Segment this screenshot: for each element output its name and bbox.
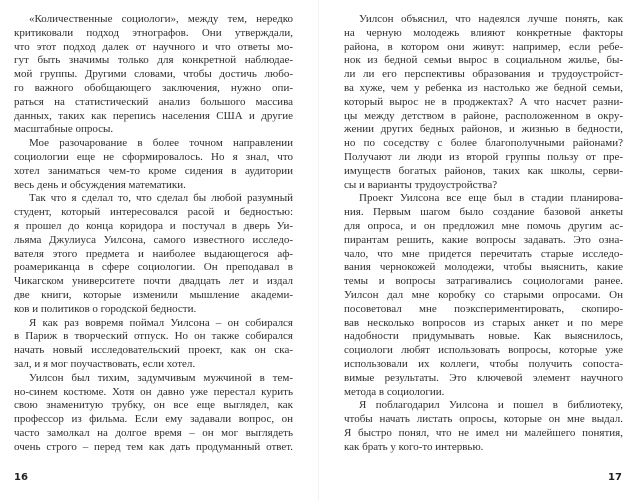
text-line: района, в котором они живут: например, если ребе- (344, 40, 623, 53)
text-line: использовали их коллеги, чтобы получить сопоста- (344, 357, 623, 370)
text-line: часто замолкал на долгое время – он мог выглядеть (14, 426, 293, 439)
text-line: в Париж в творческий отпуск. Но он также собирался (14, 330, 293, 343)
paragraph (14, 317, 293, 372)
text-line: Уилсон был тихим, задумчивым мужчиной в тем- (29, 371, 293, 384)
text-line: две книги, которые изменили мышление академи- (14, 288, 293, 301)
text-line: студент, который интересовался расой и бедностью: (14, 206, 293, 219)
text-line: как брать у кого-то интервью. (344, 440, 484, 453)
paragraph (344, 192, 623, 399)
text-line: темы и вопросы затрагивались социологами ранее. (344, 275, 623, 288)
text-line: хотел заниматься чем-то кроме сидения в аудитории (14, 164, 293, 177)
paragraph (344, 399, 623, 454)
text-line: который вырос не в проджектах? А что насчет разни- (344, 95, 623, 108)
text-line: ния. Первым шагом было создание базовой анкеты (344, 206, 623, 219)
text-line: «Количественные социологи», между тем, нередко (29, 13, 293, 25)
text-line: льяма Джулиуса Уилсона, самого известного исследо- (14, 233, 293, 246)
text-line: посоветовал мне поэкспериментировать, скопиро- (344, 302, 623, 315)
text-line: но по соседству с более благополучными районами? (344, 137, 623, 150)
text-line: гут быть значимы только для конкретной наблюдае- (14, 54, 293, 67)
text-line: данных, таких как перепись населения США и другие (14, 109, 293, 122)
text-line: социологии еще не сформировалось. Но я знал, что (14, 150, 293, 163)
text-line: цы между детством в районе, расположенном в окру- (344, 109, 623, 122)
text-line: зал, и я мог поучаствовать, если хотел. (14, 357, 196, 370)
text-line: Уилсон объяснил, что надеялся лучше понять, как (359, 13, 623, 25)
text-line: роамериканца в сфере социологии. Он преподавал в (14, 261, 293, 274)
text-line: социологи любят использовать вопросы, которые уже (344, 344, 623, 357)
text-line: Я как раз вовремя поймал Уилсона – он собирался (29, 316, 293, 329)
paragraph (14, 372, 293, 455)
right-page-text (344, 13, 623, 455)
text-line: вав несколько вопросов из старых анкет и по мере (344, 316, 623, 329)
paragraph (344, 13, 623, 192)
text-line: Я поблагодарил Уилсона и пошел в библиотеку, (359, 399, 623, 412)
text-line: Мое разочарование в более точном направлении (29, 137, 293, 150)
text-line: критиковали подход этнографов. Они утверждали, (14, 26, 293, 39)
text-line: на черную молодежь влияют конкретные факторы (344, 26, 623, 39)
text-line: сы и варианты трудоустройства? (344, 178, 498, 191)
text-line: Я быстро понял, что не имел ни малейшего понятия, (344, 426, 623, 439)
text-line: я прошел до конца коридора и постучал в дверь Уи- (14, 219, 293, 232)
text-line: что этот подход далек от научного и что ответы мо- (14, 40, 293, 53)
text-line: ва хуже, чем у ребенка из настолько же бедной семьи, (344, 81, 623, 94)
text-line: но-синем костюме. Хотя он давно уже перестал курить (14, 385, 293, 398)
paragraph (14, 13, 293, 137)
text-line: чтобы начать листать опросы, которые он мне выдал. (344, 413, 623, 426)
text-line: раться на статистический анализ большого массива (14, 95, 293, 108)
text-line: Проект Уилсона все еще был в стадии планирова- (359, 192, 623, 205)
left-page-text (14, 13, 293, 455)
text-line: метода в социологии. (344, 385, 445, 398)
left-page-number: 16 (14, 472, 28, 483)
text-line: весь день и обсуждения математики. (14, 178, 186, 191)
text-line: свою знаменитую трубку, он все еще выглядел, как (14, 399, 293, 412)
text-line: вимые результаты. Это ключевой элемент научного (344, 371, 623, 384)
paragraph (14, 192, 293, 316)
text-line: очень строго – перед тем как дать продуманный ответ. (14, 440, 293, 453)
text-line: ков и политиков о городской бедности. (14, 302, 197, 315)
text-line: вания чернокожей молодежи, чтобы выяснить, какие (344, 261, 623, 274)
text-line: профессор из фильма. Если ему задавали вопрос, он (14, 413, 293, 426)
text-line: Так что я сделал то, что сделал бы любой разумный (29, 192, 293, 205)
text-line: масштабные опросы. (14, 123, 114, 136)
text-line: Чикагском университете почти двадцать лет и издал (14, 275, 293, 288)
text-line: Получают ли люди из второй группы пользу от пре- (344, 150, 623, 163)
text-line: надобности придумывать новые. Как выяснилось, (344, 330, 623, 343)
text-line: ли ли его перспективы образования и трудоустройст- (344, 68, 623, 81)
text-line: нок из бедной семьи вырос в социальном жилье, бы- (344, 54, 623, 67)
text-line: вателя этого предмета и наиболее выдающегося аф- (14, 247, 293, 260)
paragraph (14, 137, 293, 192)
page-gutter (318, 0, 319, 500)
text-line: пирантам решить, какие вопросы задавать. Это озна- (344, 233, 623, 246)
text-line: чало, что мне придется перечитать старые исследо- (344, 247, 623, 260)
text-line: жении других бедных районов, и жизнью в бедности, (344, 123, 623, 136)
right-page-number: 17 (608, 472, 622, 483)
text-line: начать новый исследовательский проект, как он ска- (14, 344, 293, 357)
text-line: Уилсон дал мне коробку со старыми опросами. Он (344, 288, 623, 301)
text-line: го важного обобщающего заключения, нужно опи- (14, 81, 293, 94)
text-line: имуществ богатых районов, таких как школы, серви- (344, 164, 623, 177)
text-line: для опроса, и он предложил мне помочь другим ас- (344, 219, 623, 232)
text-line: мой группы. Другими словами, чтобы достичь любо- (14, 68, 293, 81)
